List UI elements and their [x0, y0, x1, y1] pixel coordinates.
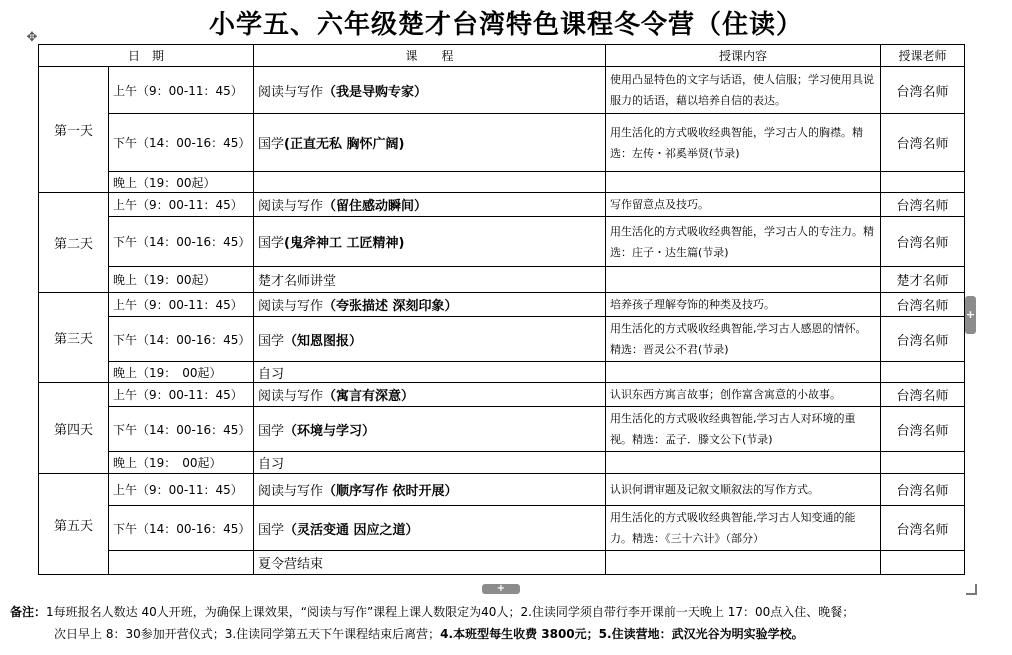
note-fee: 4.本班型每生收费 3800元；: [440, 627, 599, 641]
table-row: [39, 452, 965, 474]
course-topic: （我是导购专家）: [323, 84, 428, 100]
table-row: [39, 67, 965, 114]
teacher-cell: 台湾名师: [881, 474, 965, 506]
time-evening: 晚上（19：00起）: [109, 172, 254, 193]
time-afternoon: 下午（14：00-16：45）: [109, 317, 254, 362]
header-course: 课 程: [254, 45, 606, 67]
note-location: 5.住读营地：武汉光谷为明实验学校。: [598, 627, 804, 641]
course-topic: （留住感动瞬间）: [323, 199, 428, 214]
course-prefix: 国学: [258, 522, 285, 538]
add-row-button[interactable]: [482, 584, 520, 594]
teacher-cell: [881, 452, 965, 474]
table-row: [39, 114, 965, 172]
header-teacher: 授课老师: [881, 45, 965, 67]
course-cell: [254, 317, 606, 362]
content-cell: [606, 452, 881, 474]
teacher-cell: 台湾名师: [881, 293, 965, 317]
day-label: 第五天: [39, 474, 109, 575]
note-part2: 次日早上 8：30参加开营仪式；3.住读同学第五天下午课程结束后离营；: [54, 627, 441, 641]
time-morning: 上午（9：00-11：45）: [109, 67, 254, 114]
add-column-button[interactable]: [965, 296, 976, 334]
table-row: [39, 383, 965, 407]
page-title: 小学五、六年级楚才台湾特色课程冬令营（住读）: [208, 10, 803, 40]
course-prefix: 国学: [258, 137, 285, 152]
course-topic: （环境与学习）: [284, 423, 376, 439]
course-cell: [254, 217, 606, 267]
teacher-cell: 台湾名师: [881, 506, 965, 551]
course-topic: （夸张描述 深刻印象）: [323, 299, 458, 314]
plus-icon: +: [496, 583, 506, 594]
table-header-row: [39, 45, 965, 67]
day-label: 第四天: [39, 383, 109, 474]
time-morning: 上午（9：00-11：45）: [109, 193, 254, 217]
move-icon[interactable]: ✥: [26, 30, 38, 45]
header-date: 日 期: [39, 45, 254, 67]
day-label: 第二天: [39, 193, 109, 293]
time-evening: 晚上（19：00起）: [109, 267, 254, 293]
content-cell: 用生活化的方式吸收经典智能，学习古人的专注力。精选：庄子・达生篇(节录): [606, 217, 881, 267]
time-evening: [109, 551, 254, 575]
content-cell: 写作留意点及技巧。: [606, 193, 881, 217]
course-topic: （寓言有深意）: [323, 389, 415, 404]
table-row: [39, 506, 965, 551]
header-content: 授课内容: [606, 45, 881, 67]
time-morning: 上午（9：00-11：45）: [109, 293, 254, 317]
time-morning: 上午（9：00-11：45）: [109, 383, 254, 407]
content-cell: [606, 172, 881, 193]
note-label: 备注：: [10, 605, 47, 619]
plus-icon: +: [965, 308, 976, 321]
course-topic: （灵活变通 因应之道）: [284, 522, 419, 538]
day-label: 第三天: [39, 293, 109, 383]
course-prefix: 阅读与写作: [258, 389, 324, 404]
content-cell: [606, 551, 881, 575]
teacher-cell: 台湾名师: [881, 317, 965, 362]
course-prefix: 国学: [258, 333, 285, 349]
content-cell: 认识何谓审题及记叙文顺叙法的写作方式。: [606, 474, 881, 506]
course-topic: （知恩图报）: [284, 333, 363, 349]
teacher-cell: [881, 362, 965, 383]
time-afternoon: 下午（14：00-16：45）: [109, 407, 254, 452]
table-row: [39, 267, 965, 293]
course-cell: 夏令营结束: [254, 551, 606, 575]
content-cell: 使用凸显特色的文字与话语，使人信服；学习使用具说服力的话语，藉以培养自信的表达。: [606, 67, 881, 114]
course-cell: [254, 474, 606, 506]
teacher-cell: [881, 172, 965, 193]
note-line-1: [10, 601, 1005, 623]
note-part1: 1每班报名人数达 40人开班，为确保上课效果，“阅读与写作”课程上课人数限定为40人；2.住读同学须自带行李开课前一天晚上 17：00点入住、晚餐；: [46, 605, 855, 619]
course-prefix: 国学: [258, 423, 285, 439]
course-cell: [254, 172, 606, 193]
course-cell: [254, 383, 606, 407]
content-cell: [606, 267, 881, 293]
course-cell: [254, 67, 606, 114]
course-cell: [254, 193, 606, 217]
course-prefix: 阅读与写作: [258, 199, 324, 214]
content-cell: [606, 362, 881, 383]
teacher-cell: 台湾名师: [881, 67, 965, 114]
content-cell: 用生活化的方式吸收经典智能，学习古人的胸襟。精选：左传・祁奚举贤(节录): [606, 114, 881, 172]
course-cell: 自习: [254, 452, 606, 474]
schedule-table: [38, 44, 965, 575]
table-row: [39, 172, 965, 193]
table-row: [39, 293, 965, 317]
teacher-cell: [881, 551, 965, 575]
course-cell: 自习: [254, 362, 606, 383]
table-row: [39, 474, 965, 506]
course-prefix: 阅读与写作: [258, 299, 324, 314]
course-topic: (鬼斧神工 工匠精神): [284, 236, 405, 251]
course-prefix: 国学: [258, 236, 285, 251]
course-prefix: 阅读与写作: [258, 84, 324, 100]
course-topic: （顺序写作 依时开展）: [323, 484, 458, 499]
table-row: [39, 551, 965, 575]
time-evening: 晚上（19： 00起）: [109, 362, 254, 383]
teacher-cell: 台湾名师: [881, 217, 965, 267]
table-row: [39, 217, 965, 267]
content-cell: 用生活化的方式吸收经典智能,学习古人对环境的重视。精选：孟子．滕文公下(节录): [606, 407, 881, 452]
course-cell: [254, 293, 606, 317]
teacher-cell: 楚才名师: [881, 267, 965, 293]
content-cell: 用生活化的方式吸收经典智能,学习古人感恩的情怀。精选：晋灵公不君(节录): [606, 317, 881, 362]
time-afternoon: 下午（14：00-16：45）: [109, 217, 254, 267]
content-cell: 用生活化的方式吸收经典智能,学习古人知变通的能力。精选：《三十六计》（部分）: [606, 506, 881, 551]
notes: [10, 601, 1005, 645]
content-cell: 认识东西方寓言故事；创作富含寓意的小故事。: [606, 383, 881, 407]
course-cell: [254, 114, 606, 172]
time-afternoon: 下午（14：00-16：45）: [109, 506, 254, 551]
teacher-cell: 台湾名师: [881, 193, 965, 217]
day-label: 第一天: [39, 67, 109, 193]
content-cell: 培养孩子理解夸饰的种类及技巧。: [606, 293, 881, 317]
time-morning: 上午（9：00-11：45）: [109, 474, 254, 506]
course-topic: (正直无私 胸怀广阔): [284, 137, 405, 152]
course-cell: [254, 506, 606, 551]
teacher-cell: 台湾名师: [881, 383, 965, 407]
time-afternoon: 下午（14：00-16：45）: [109, 114, 254, 172]
teacher-cell: 台湾名师: [881, 407, 965, 452]
note-line-2: [10, 623, 1005, 645]
teacher-cell: 台湾名师: [881, 114, 965, 172]
table-row: [39, 317, 965, 362]
course-cell: [254, 407, 606, 452]
resize-icon[interactable]: [966, 584, 977, 595]
table-row: [39, 193, 965, 217]
course-prefix: 阅读与写作: [258, 484, 324, 499]
table-row: [39, 362, 965, 383]
time-evening: 晚上（19： 00起）: [109, 452, 254, 474]
course-cell: 楚才名师讲堂: [254, 267, 606, 293]
table-row: [39, 407, 965, 452]
